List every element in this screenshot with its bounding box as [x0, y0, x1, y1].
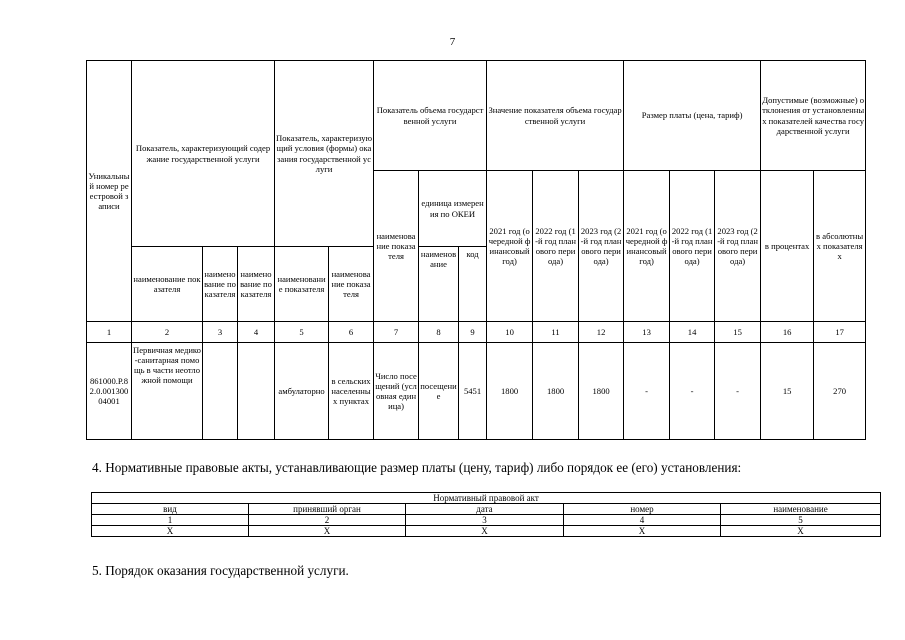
- page-number: 7: [449, 36, 456, 48]
- header-deviation: Допустимые (возможные) отклонения от установленных показателей качества государственной услуги: [761, 61, 866, 171]
- header-content-name-3: наименование показателя: [238, 247, 275, 322]
- column-number: 12: [579, 322, 624, 343]
- header-deviation-absolute: в абсолютных показателях: [814, 171, 866, 322]
- column-number: 17: [814, 322, 866, 343]
- header-content-name-1: наименование показателя: [132, 247, 203, 322]
- section-5-heading: 5. Порядок оказания государственной услуги.: [92, 563, 349, 578]
- column-number: 4: [238, 322, 275, 343]
- row-condition-1: амбулаторно: [275, 343, 329, 440]
- acts-column-number: 4: [564, 515, 721, 526]
- acts-value-type: Х: [92, 526, 249, 537]
- header-value-2021: 2021 год (очередной финансовый год): [487, 171, 533, 322]
- acts-header-name: наименование: [721, 504, 881, 515]
- row-value-2022: 1800: [533, 343, 579, 440]
- row-value-2023: 1800: [579, 343, 624, 440]
- column-number: 11: [533, 322, 579, 343]
- header-value-2023: 2023 год (2-й год планового периода): [579, 171, 624, 322]
- acts-value-authority: Х: [249, 526, 406, 537]
- column-number: 8: [419, 322, 459, 343]
- column-number: 13: [624, 322, 670, 343]
- acts-value-name: Х: [721, 526, 881, 537]
- row-fee-2023: -: [715, 343, 761, 440]
- header-fee-2022: 2022 год (1-й год планового периода): [670, 171, 715, 322]
- column-number: 3: [203, 322, 238, 343]
- table-row: [87, 343, 866, 440]
- column-number: 9: [459, 322, 487, 343]
- column-number: 6: [329, 322, 374, 343]
- legal-acts-table: [91, 492, 881, 537]
- row-condition-2: в сельских населенных пунктах: [329, 343, 374, 440]
- row-content-1: Первичная медико-санитарная помощь в части неотложной помощи: [132, 343, 203, 440]
- header-unit-name: наименование: [419, 247, 459, 322]
- acts-header-date: дата: [406, 504, 564, 515]
- row-content-2: [203, 343, 238, 440]
- row-volume-name: Число посещений (условная единица): [374, 343, 419, 440]
- row-unit-name: посещение: [419, 343, 459, 440]
- header-value-2022: 2022 год (1-й год планового периода): [533, 171, 579, 322]
- acts-column-number: 3: [406, 515, 564, 526]
- column-number-row: [87, 322, 866, 343]
- header-volume-values: Значение показателя объема государственной услуги: [487, 61, 624, 171]
- acts-column-number: 2: [249, 515, 406, 526]
- header-fee-2023: 2023 год (2-й год планового периода): [715, 171, 761, 322]
- column-number: 5: [275, 322, 329, 343]
- column-number: 7: [374, 322, 419, 343]
- header-content-name-2: наименование показателя: [203, 247, 238, 322]
- row-deviation-percent: 15: [761, 343, 814, 440]
- row-value-2021: 1800: [487, 343, 533, 440]
- acts-column-number: 1: [92, 515, 249, 526]
- acts-title: Нормативный правовой акт: [92, 493, 881, 504]
- header-condition-name-1: наименование показателя: [275, 247, 329, 322]
- acts-column-number: 5: [721, 515, 881, 526]
- section-4-heading: 4. Нормативные правовые акты, устанавливающие размер платы (цену, тариф) либо порядок ее (его) установления:: [92, 460, 742, 475]
- column-number: 1: [87, 322, 132, 343]
- table-row: [92, 526, 881, 537]
- header-unit-code: код: [459, 247, 487, 322]
- acts-value-number: Х: [564, 526, 721, 537]
- acts-header-type: вид: [92, 504, 249, 515]
- column-number: 2: [132, 322, 203, 343]
- column-number: 15: [715, 322, 761, 343]
- acts-header-number: номер: [564, 504, 721, 515]
- row-unit-code: 5451: [459, 343, 487, 440]
- column-number: 16: [761, 322, 814, 343]
- column-number: 14: [670, 322, 715, 343]
- row-fee-2021: -: [624, 343, 670, 440]
- header-volume-name: наименование показателя: [374, 171, 419, 322]
- acts-header-authority: принявший орган: [249, 504, 406, 515]
- row-fee-2022: -: [670, 343, 715, 440]
- column-number: 10: [487, 322, 533, 343]
- header-unique-number: Уникальный номер реестровой записи: [87, 61, 132, 322]
- row-content-3: [238, 343, 275, 440]
- header-condition-name-2: наименование показателя: [329, 247, 374, 322]
- header-volume-indicator: Показатель объема государственной услуги: [374, 61, 487, 171]
- row-deviation-absolute: 270: [814, 343, 866, 440]
- acts-value-date: Х: [406, 526, 564, 537]
- service-volume-table: [86, 60, 866, 440]
- header-unit-okei: единица измерения по ОКЕИ: [419, 171, 487, 247]
- header-fee: Размер платы (цена, тариф): [624, 61, 761, 171]
- header-condition-indicator: Показатель, характеризующий условия (формы) оказания государственной услуги: [275, 61, 374, 247]
- header-deviation-percent: в процентах: [761, 171, 814, 322]
- header-fee-2021: 2021 год (очередной финансовый год): [624, 171, 670, 322]
- header-content-indicator: Показатель, характеризующий содержание государственной услуги: [132, 61, 275, 247]
- row-unique-number: 861000.Р.82.0.00130004001: [87, 343, 132, 440]
